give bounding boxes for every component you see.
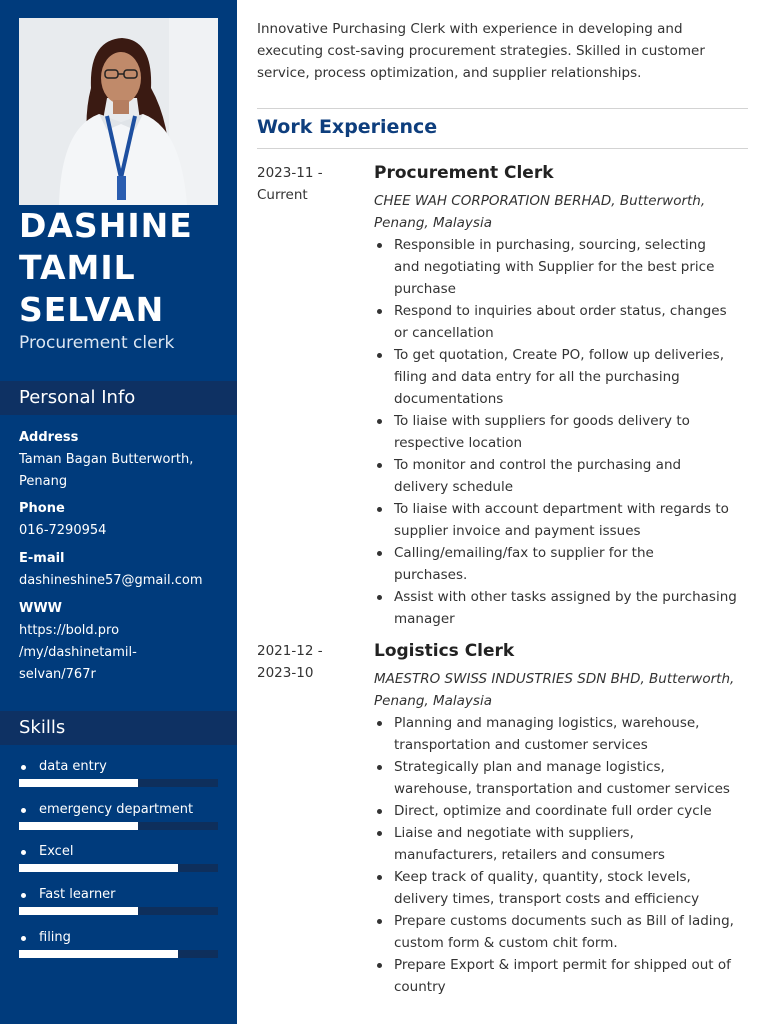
profile-summary: Innovative Purchasing Clerk with experience in developing and executing cost-saving procurement strategies. Skilled in customer service, process optimization, and supplier relationships. bbox=[257, 21, 705, 81]
responsibility-item bbox=[374, 800, 748, 822]
responsibility-line: custom form & custom chit form. bbox=[394, 935, 618, 951]
responsibility-line: Keep track of quality, quantity, stock levels, bbox=[394, 869, 691, 885]
job-detail bbox=[374, 640, 748, 998]
responsibility-item bbox=[374, 300, 748, 344]
responsibility-line: delivery schedule bbox=[394, 479, 514, 495]
skill-level-fill bbox=[19, 822, 138, 830]
skill-item bbox=[19, 930, 218, 945]
skill-name: Excel bbox=[19, 844, 218, 859]
responsibility-item bbox=[374, 756, 748, 800]
job-dates bbox=[257, 162, 357, 206]
job-date-line: 2023-11 - bbox=[257, 165, 323, 181]
responsibility-line: To monitor and control the purchasing and bbox=[394, 457, 682, 473]
responsibility-line: delivery times, transport costs and efficiency bbox=[394, 891, 700, 907]
responsibility-line: To liaise with suppliers for goods delivery to bbox=[394, 413, 690, 429]
profile-photo-image bbox=[19, 18, 218, 205]
skill-level-fill bbox=[19, 907, 138, 915]
responsibility-line: documentations bbox=[394, 391, 504, 407]
responsibility-line: Planning and managing logistics, warehouse, bbox=[394, 715, 700, 731]
responsibility-line: Responsible in purchasing, sourcing, selecting bbox=[394, 237, 706, 253]
phone-block bbox=[19, 501, 231, 542]
sidebar bbox=[0, 0, 237, 1024]
job-company-line: Penang, Malaysia bbox=[374, 693, 492, 709]
candidate-name bbox=[19, 205, 231, 331]
address-line-1: Taman Bagan Butterworth, bbox=[19, 452, 194, 467]
responsibility-item bbox=[374, 586, 748, 630]
email-block bbox=[19, 551, 231, 592]
phone-label: Phone bbox=[19, 501, 65, 516]
phone-value: 016-7290954 bbox=[19, 523, 107, 538]
skills-heading: Skills bbox=[0, 711, 237, 745]
responsibility-line: Prepare customs documents such as Bill of lading, bbox=[394, 913, 734, 929]
name-line-2: TAMIL bbox=[19, 248, 136, 287]
skill-level-fill bbox=[19, 779, 138, 787]
responsibility-item bbox=[374, 712, 748, 756]
responsibility-line: country bbox=[394, 979, 446, 995]
job-date-line: 2021-12 - bbox=[257, 643, 323, 659]
responsibility-line: Respond to inquiries about order status, changes bbox=[394, 303, 727, 319]
responsibility-line: respective location bbox=[394, 435, 523, 451]
responsibility-item bbox=[374, 542, 748, 586]
job-detail bbox=[374, 162, 748, 630]
responsibility-line: manager bbox=[394, 611, 455, 627]
skill-item bbox=[19, 759, 218, 774]
candidate-title: Procurement clerk bbox=[19, 333, 175, 353]
responsibility-item bbox=[374, 866, 748, 910]
www-block bbox=[19, 601, 231, 686]
www-label: WWW bbox=[19, 601, 63, 616]
responsibility-line: or cancellation bbox=[394, 325, 494, 341]
skill-name: filing bbox=[19, 930, 218, 945]
responsibility-line: transportation and customer services bbox=[394, 737, 648, 753]
divider bbox=[257, 148, 748, 149]
job-responsibilities bbox=[374, 712, 748, 998]
responsibility-item bbox=[374, 910, 748, 954]
personal-info-heading: Personal Info bbox=[0, 381, 237, 415]
divider bbox=[257, 108, 748, 109]
responsibility-line: Assist with other tasks assigned by the purchasing bbox=[394, 589, 737, 605]
address-block bbox=[19, 430, 231, 493]
job-company-line: MAESTRO SWISS INDUSTRIES SDN BHD, Butterworth, bbox=[374, 671, 735, 687]
responsibility-line: purchases. bbox=[394, 567, 468, 583]
responsibility-line: Calling/emailing/fax to supplier for the bbox=[394, 545, 654, 561]
skill-level-track bbox=[19, 864, 218, 872]
responsibility-line: To get quotation, Create PO, follow up deliveries, bbox=[394, 347, 724, 363]
job-role: Procurement Clerk bbox=[374, 163, 554, 183]
name-line-3: SELVAN bbox=[19, 290, 165, 329]
job-company-line: Penang, Malaysia bbox=[374, 215, 492, 231]
job-dates bbox=[257, 640, 357, 684]
responsibility-item bbox=[374, 344, 748, 410]
name-line-1: DASHINE bbox=[19, 206, 193, 245]
responsibility-item bbox=[374, 822, 748, 866]
responsibility-line: and negotiating with Supplier for the best price bbox=[394, 259, 715, 275]
job-company-line: CHEE WAH CORPORATION BERHAD, Butterworth, bbox=[374, 193, 706, 209]
skill-level-fill bbox=[19, 950, 178, 958]
job-role: Logistics Clerk bbox=[374, 641, 515, 661]
skill-name: Fast learner bbox=[19, 887, 218, 902]
responsibility-item bbox=[374, 498, 748, 542]
job-date-line: 2023-10 bbox=[257, 665, 314, 681]
skill-level-track bbox=[19, 822, 218, 830]
skill-name: data entry bbox=[19, 759, 218, 774]
skill-level-fill bbox=[19, 864, 178, 872]
profile-photo bbox=[19, 18, 218, 205]
responsibility-item bbox=[374, 410, 748, 454]
www-line-2[interactable]: /my/dashinetamil- bbox=[19, 645, 137, 660]
responsibility-line: filing and data entry for all the purchasing bbox=[394, 369, 680, 385]
address-line-2: Penang bbox=[19, 474, 68, 489]
www-line-3[interactable]: selvan/767r bbox=[19, 667, 96, 682]
www-line-1[interactable]: https://bold.pro bbox=[19, 623, 120, 638]
work-experience-heading: Work Experience bbox=[257, 116, 438, 138]
responsibility-line: Strategically plan and manage logistics, bbox=[394, 759, 665, 775]
responsibility-item bbox=[374, 234, 748, 300]
responsibility-line: purchase bbox=[394, 281, 456, 297]
skill-item bbox=[19, 844, 218, 859]
responsibility-line: Direct, optimize and coordinate full order cycle bbox=[394, 803, 712, 819]
skill-level-track bbox=[19, 950, 218, 958]
email-label: E-mail bbox=[19, 551, 65, 566]
job-company bbox=[374, 668, 748, 712]
job-company bbox=[374, 190, 748, 234]
skill-level-track bbox=[19, 779, 218, 787]
responsibility-line: Prepare Export & import permit for shipped out of bbox=[394, 957, 731, 973]
skill-name: emergency department bbox=[19, 802, 218, 817]
skill-item bbox=[19, 802, 218, 817]
responsibility-item bbox=[374, 454, 748, 498]
responsibility-line: manufacturers, retailers and consumers bbox=[394, 847, 665, 863]
responsibility-line: supplier invoice and payment issues bbox=[394, 523, 641, 539]
job-date-line: Current bbox=[257, 187, 308, 203]
skill-item bbox=[19, 887, 218, 902]
responsibility-item bbox=[374, 954, 748, 998]
responsibility-line: To liaise with account department with regards to bbox=[394, 501, 729, 517]
responsibility-line: warehouse, transportation and customer services bbox=[394, 781, 730, 797]
address-label: Address bbox=[19, 430, 79, 445]
job-responsibilities bbox=[374, 234, 748, 630]
email-value[interactable]: dashineshine57@gmail.com bbox=[19, 573, 203, 588]
skill-level-track bbox=[19, 907, 218, 915]
responsibility-line: Liaise and negotiate with suppliers, bbox=[394, 825, 634, 841]
